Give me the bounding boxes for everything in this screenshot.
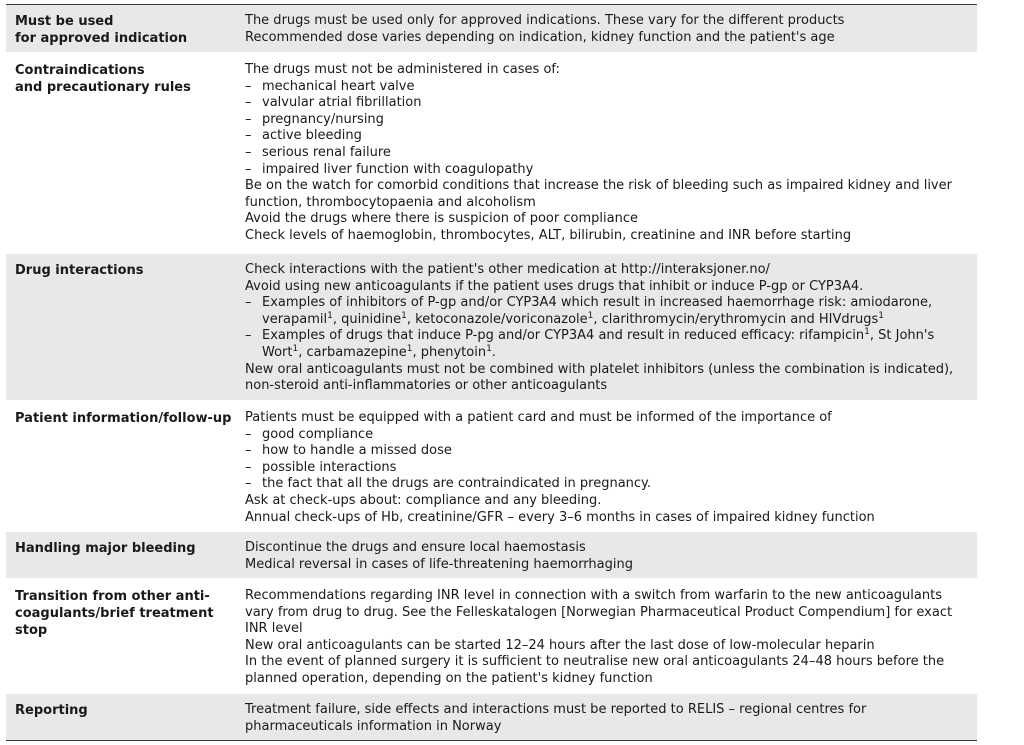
dash-icon: –	[245, 476, 252, 492]
text-line: Avoid using new anticoagulants if the patient uses drugs that inhibit or induce P-gp or CYP3A4.	[245, 278, 864, 294]
text-line: Avoid the drugs where there is suspicion of poor compliance	[245, 211, 638, 227]
row-content	[245, 702, 973, 735]
text-line: In the event of planned surgery it is sufficient to neutralise new oral anticoagulants 24–48 hours before the planned operation, depending on the patient's kidney function	[245, 654, 945, 686]
table-row	[6, 532, 977, 578]
table-row	[6, 694, 977, 740]
table-row	[6, 5, 977, 52]
table-row	[6, 54, 977, 252]
bullet-item: – good compliance	[245, 426, 374, 442]
bullet-item: – how to handle a missed dose	[245, 443, 452, 459]
row-content	[245, 410, 973, 526]
row-content	[245, 588, 973, 688]
dash-icon: –	[245, 161, 252, 177]
text-line: Recommended dose varies depending on indication, kidney function and the patient's age	[245, 29, 835, 45]
text-line: Ask at check-ups about: compliance and any bleeding.	[245, 492, 602, 508]
row-label: Must be used for approved indication	[15, 14, 188, 46]
text-line: New oral anticoagulants can be started 12–24 hours after the last dose of low-molecular heparin	[245, 637, 875, 653]
row-label: Reporting	[15, 703, 88, 718]
row-content	[245, 13, 973, 46]
text-line: Annual check-ups of Hb, creatinine/GFR – every 3–6 months in cases of impaired kidney function	[245, 509, 875, 525]
table-row	[6, 254, 977, 400]
bullet-item: – pregnancy/nursing	[245, 111, 384, 127]
row-content	[245, 62, 973, 245]
bullet-item: – mechanical heart valve	[245, 78, 415, 94]
dash-icon: –	[245, 443, 252, 459]
text-line: Treatment failure, side effects and interactions must be reported to RELIS – regional centres for pharmaceuticals information in Norway	[245, 702, 867, 734]
row-label: Handling major bleeding	[15, 541, 196, 556]
text-line: Be on the watch for comorbid conditions that increase the risk of bleeding such as impaired kidney and liver function, thrombocytopaenia and alcoholism	[245, 178, 952, 210]
row-label: Contraindications and precautionary rules	[15, 63, 191, 95]
text-line: Patients must be equipped with a patient card and must be informed of the importance of	[245, 410, 832, 425]
dash-icon: –	[245, 328, 252, 344]
dash-icon: –	[245, 144, 252, 160]
bullet-item: – Examples of inhibitors of P-gp and/or CYP3A4 which result in increased haemorrhage risk: amiodarone, verapamil$^1$, quinidine$^1$, ketoconazole/voriconazole$^1$, clarithromycin/erythromycin and HIVdrugs$^1$	[245, 295, 933, 327]
dash-icon: –	[245, 459, 252, 475]
dash-icon: –	[245, 78, 252, 94]
row-label: Patient information/follow-up	[15, 411, 232, 426]
dash-icon: –	[245, 128, 252, 144]
bullet-item: – impaired liver function with coagulopathy	[245, 161, 534, 177]
text-line: The drugs must not be administered in cases of:	[245, 62, 560, 77]
bullet-item: – possible interactions	[245, 459, 397, 475]
text-line: The drugs must be used only for approved indications. These vary for the different products	[245, 13, 845, 28]
row-label: Transition from other anti- coagulants/brief treatment stop	[15, 589, 214, 638]
bullet-item: – valvular atrial fibrillation	[245, 95, 422, 111]
row-content	[245, 540, 973, 573]
bullet-item: – serious renal failure	[245, 144, 391, 160]
text-line: New oral anticoagulants must not be combined with platelet inhibitors (unless the combination is indicated), non-steroid anti-inflammatories or other anticoagulants	[245, 361, 954, 394]
bullet-item: – active bleeding	[245, 128, 362, 144]
text-line: Check interactions with the patient's other medication at http://interaksjoner.no/	[245, 262, 770, 277]
bullet-item: – the fact that all the drugs are contraindicated in pregnancy.	[245, 476, 652, 492]
text-line: Discontinue the drugs and ensure local haemostasis	[245, 540, 586, 555]
table-row	[6, 580, 977, 692]
dash-icon: –	[245, 426, 252, 442]
bullet-item: – Examples of drugs that induce P-pg and/or CYP3A4 and result in reduced efficacy: rifampicin$^1$, St John's Wort$^1$, carbamazepine$^1$, phenytoin$^1$.	[245, 327, 935, 360]
table-row	[6, 402, 977, 530]
row-label: Drug interactions	[15, 263, 144, 278]
dash-icon: –	[245, 95, 252, 111]
guidelines-table	[6, 4, 977, 741]
text-line: Recommendations regarding INR level in connection with a switch from warfarin to the new anticoagulants vary from drug to drug. See the Felleskatalogen [Norwegian Pharmaceutical Product Compendium] for exact INR level	[245, 588, 953, 637]
dash-icon: –	[245, 111, 252, 127]
row-content	[245, 262, 973, 395]
text-line: Medical reversal in cases of life-threatening haemorrhaging	[245, 556, 633, 572]
text-line: Check levels of haemoglobin, thrombocytes, ALT, bilirubin, creatinine and INR before starting	[245, 227, 852, 243]
dash-icon: –	[245, 295, 252, 311]
